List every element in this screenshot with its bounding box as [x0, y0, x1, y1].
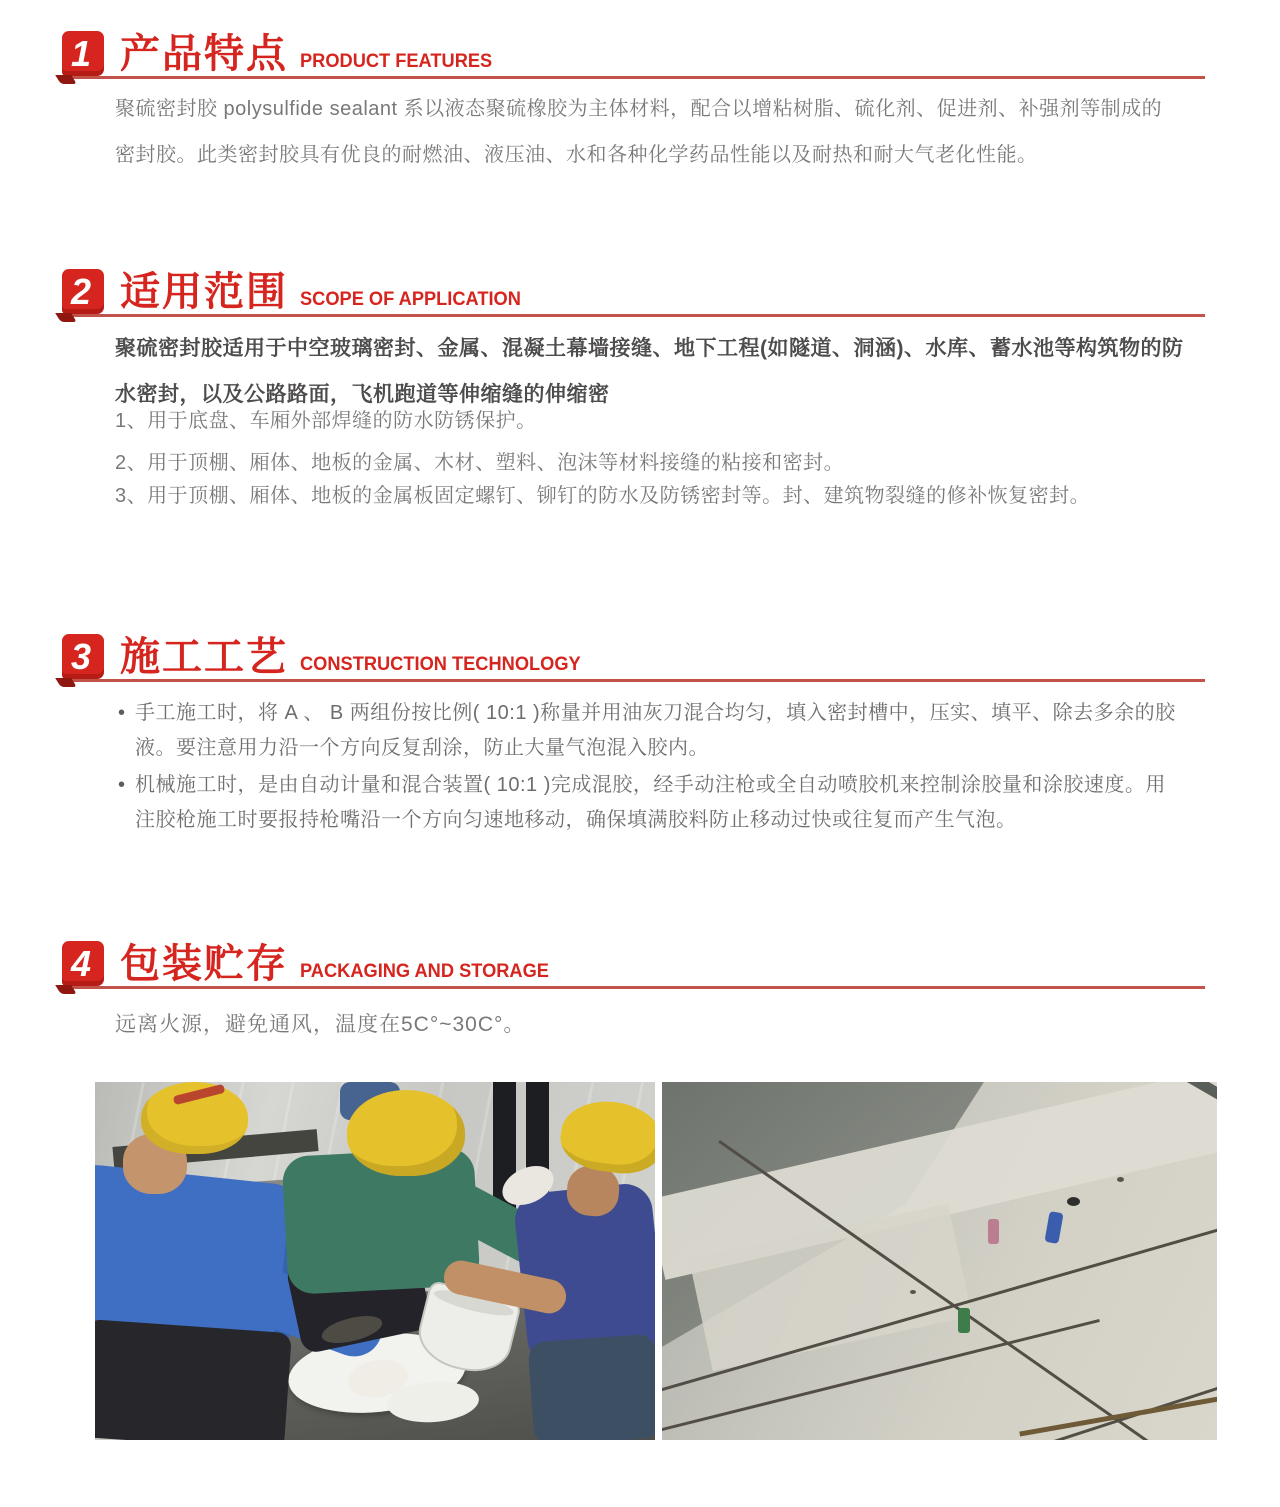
section-4-header [62, 944, 1205, 989]
section-3-number-badge [62, 634, 104, 679]
bullet-item [118, 768, 1180, 838]
bullet-icon: • [118, 774, 126, 796]
worker-figure-green [958, 1308, 970, 1333]
section-1-title: 产品特点 [120, 32, 288, 76]
stone [1117, 1177, 1124, 1182]
section-3-subtitle: CONSTRUCTION TECHNOLOGY [300, 654, 581, 675]
bullet-text: 机械施工时，是由自动计量和混合装置( 10:1 )完成混胶，经手动注枪或全自动喷胶机来控制涂胶量和涂胶速度。用注胶枪施工时要报持枪嘴沿一个方向匀速地移动，确保填满胶料防止移动过快或往复而产生气泡。 [135, 774, 1166, 831]
section-number: 1 [70, 32, 92, 74]
section-2-subtitle: SCOPE OF APPLICATION [300, 289, 521, 310]
construction-bullet-list [118, 696, 1180, 840]
section-1-header [62, 34, 1205, 79]
section-4-title: 包装贮存 [120, 942, 288, 986]
section-number: 4 [70, 942, 92, 984]
bullet-text: 手工施工时，将 A 、 B 两组份按比例( 10:1 )称量并用油灰刀混合均匀，填入密封槽中，压实、填平、除去多余的胶液。要注意用力沿一个方向反复刮涂，防止大量气泡混入胶内。 [135, 702, 1176, 759]
section-1-subtitle: PRODUCT FEATURES [300, 51, 493, 72]
section-4-subtitle: PACKAGING AND STORAGE [300, 961, 549, 982]
list-item: 2、用于顶棚、厢体、地板的金属、木材、塑料、泡沫等材料接缝的粘接和密封。 [115, 452, 845, 474]
section-1-number-badge [62, 31, 104, 76]
worker-figure-pink [988, 1219, 999, 1244]
photo-row [95, 1082, 1217, 1440]
section-2-header [62, 272, 1205, 317]
section-3-header [62, 637, 1205, 682]
list-item: 3、用于顶棚、厢体、地板的金属板固定螺钉、铆钉的防水及防锈密封等。封、建筑物裂缝的修补恢复密封。 [115, 485, 1091, 507]
section-number: 3 [70, 635, 92, 677]
section-2-number-badge [62, 269, 104, 314]
center-worker-helmet [347, 1090, 465, 1176]
scope-lead-paragraph: 聚硫密封胶适用于中空玻璃密封、金属、混凝土幕墙接缝、地下工程(如隧道、洞涵)、水库、蓄水池等构筑物的防水密封，以及公路路面，飞机跑道等伸缩缝的伸缩密 [115, 337, 1184, 406]
storage-paragraph: 远离火源，避免通风，温度在5C°~30C°。 [115, 1013, 526, 1036]
right-worker-jeans [528, 1334, 655, 1440]
equipment-dot [1067, 1197, 1080, 1206]
left-worker-pants [95, 1319, 292, 1440]
bullet-item [118, 696, 1180, 766]
photo-workers-applying-sealant [95, 1082, 655, 1440]
section-4-number-badge [62, 941, 104, 986]
section-2-title: 适用范围 [120, 270, 288, 314]
product-features-paragraph: 聚硫密封胶 polysulfide sealant 系以液态聚硫橡胶为主体材料，配合以增粘树脂、硫化剂、促进剂、补强剂等制成的密封胶。此类密封胶具有优良的耐燃油、液压油、水和各种化学药品性能以及耐热和耐大气老化性能。 [115, 98, 1163, 166]
scope-numbered-list [115, 406, 1190, 511]
photo-dam-slope-joints [662, 1082, 1217, 1440]
stone [910, 1290, 916, 1294]
section-number: 2 [70, 270, 92, 312]
bullet-icon: • [118, 702, 126, 724]
list-item: 1、用于底盘、车厢外部焊缝的防水防锈保护。 [115, 410, 537, 432]
section-3-title: 施工工艺 [120, 635, 288, 679]
